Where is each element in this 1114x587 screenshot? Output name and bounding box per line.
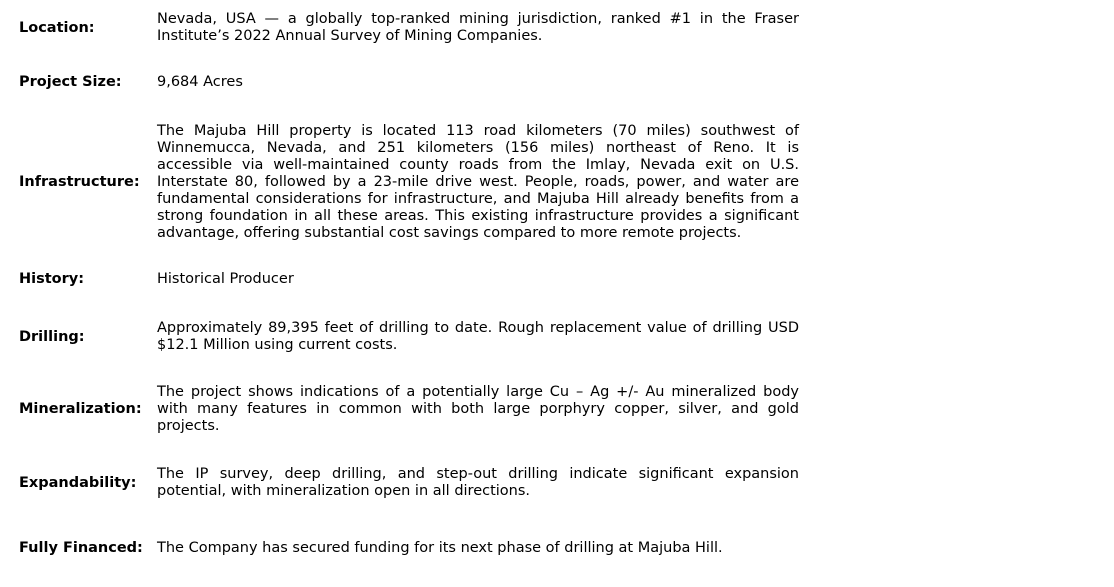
mineralization-value: The project shows indications of a potentially large Cu – Ag +/- Au mineralized body with many features in common with both large porphyry copper, silver, and gold projects. — [157, 383, 799, 434]
row-project-size — [19, 74, 819, 91]
row-drilling — [19, 319, 819, 355]
location-label: Location: — [19, 19, 95, 36]
fully-financed-label: Fully Financed: — [19, 539, 143, 556]
project-size-value: 9,684 Acres — [157, 74, 243, 90]
row-history — [19, 271, 819, 288]
row-location — [19, 10, 819, 46]
drilling-label: Drilling: — [19, 328, 85, 345]
infrastructure-value: The Majuba Hill property is located 113 road kilometers (70 miles) southwest of Winnemucca, Nevada, and 251 kilometers (156 miles) northeast of Reno. It is accessible via well-maintained county roads from the Imlay, Nevada exit on U.S. Interstate 80, followed by a 23-mile drive west. People, roads, power, and water are fundamental considerations for infrastructure, and Majuba Hill already benefits from a strong foundation in all these areas. This existing infrastructure provides a significant advantage, offering substantial cost savings compared to more remote projects. — [157, 122, 799, 241]
row-fully-financed — [19, 530, 819, 566]
history-value: Historical Producer — [157, 271, 294, 287]
expandability-value: The IP survey, deep drilling, and step-out drilling indicate significant expansion potential, with mineralization open in all directions. — [157, 466, 799, 499]
row-mineralization — [19, 383, 819, 435]
fully-financed-value: The Company has secured funding for its next phase of drilling at Majuba Hill. — [157, 539, 723, 556]
drilling-value: Approximately 89,395 feet of drilling to date. Rough replacement value of drilling USD $12.1 Million using current costs. — [157, 320, 799, 353]
expandability-label: Expandability: — [19, 474, 137, 491]
history-label: History: — [19, 271, 85, 287]
row-infrastructure — [19, 122, 819, 242]
location-value: Nevada, USA — a globally top-ranked mining jurisdiction, ranked #1 in the Fraser Institute’s 2022 Annual Survey of Mining Companies. — [157, 11, 799, 44]
infrastructure-label: Infrastructure: — [19, 173, 140, 190]
mineralization-label: Mineralization: — [19, 400, 142, 417]
project-size-label: Project Size: — [19, 74, 122, 90]
row-expandability — [19, 465, 819, 501]
